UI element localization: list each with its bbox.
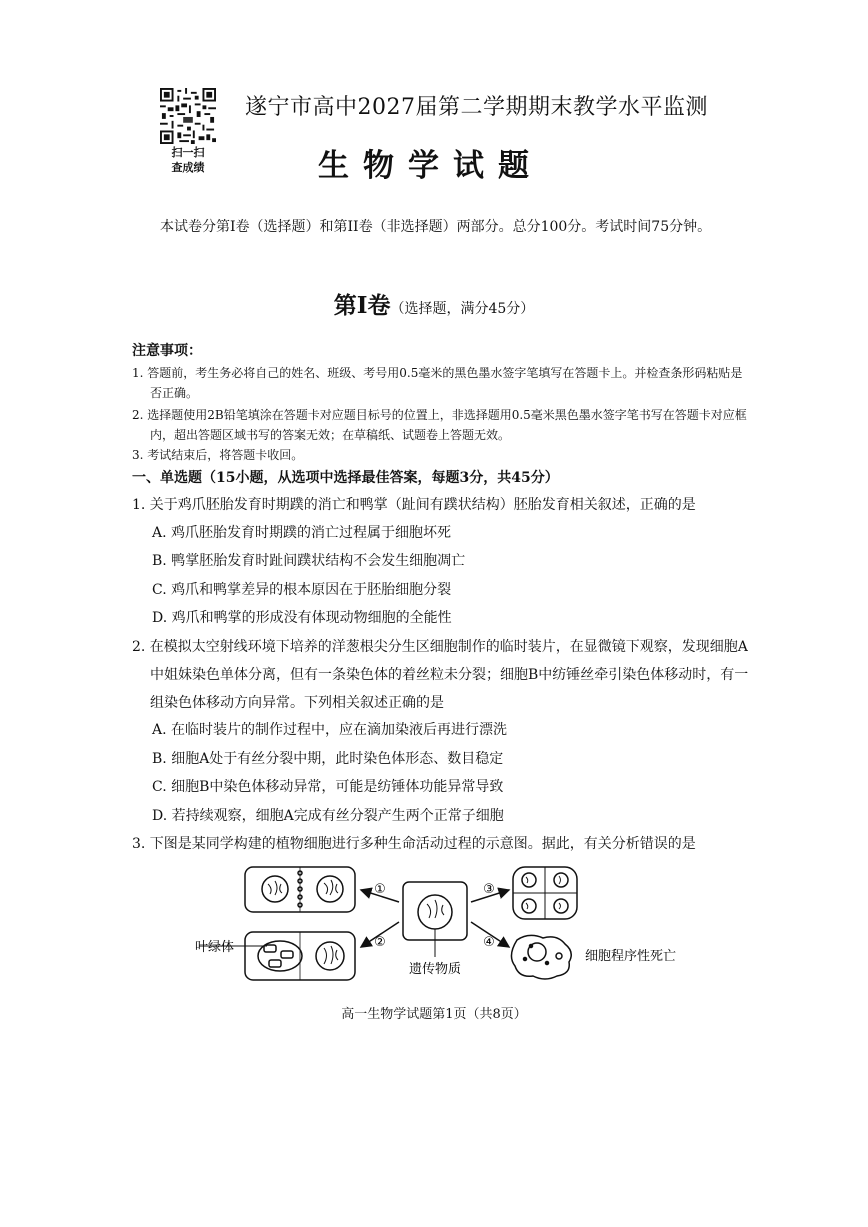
part1-heading: 一、单选题（15小题，从选项中选择最佳答案，每题3分，共45分） [132,470,559,486]
page-footer: 高一生物学试题第1页（共8页） [341,1007,527,1022]
cell-process-diagram [195,862,695,987]
notes-heading: 注意事项： [132,343,202,359]
question-option: C. 鸡爪和鸭掌差异的根本原因在于胚胎细胞分裂 [152,582,452,598]
question-option: A. 鸡爪胚胎发育时期蹼的消亡过程属于细胞坏死 [152,525,452,541]
apoptotic-cell [511,935,571,979]
qr-code-image [160,88,216,144]
qr-caption-line2: 查成绩 [171,161,205,174]
label-genetic-material: 遗传物质 [408,962,462,977]
question-option: C. 细胞B中染色体移动异常，可能是纺锤体功能异常导致 [152,779,504,795]
divided-cells [513,867,577,919]
step-4-label: ④ [483,935,495,950]
question-stem: 1. 关于鸡爪胚胎发育时期蹼的消亡和鸭掌（趾间有蹼状结构）胚胎发育相关叙述，正确的是 [132,497,696,513]
exam-title: 遂宁市高中2027届第二学期期末教学水平监测 [245,95,708,120]
note-item: 1. 答题前，考生务必将自己的姓名、班级、考号用0.5毫米的黑色墨水签字笔填写在答题卡上。并检查条形码粘贴是否正确。 [132,366,743,400]
question-stem: 3. 下图是某同学构建的植物细胞进行多种生命活动过程的示意图。据此，有关分析错误的是 [132,836,696,852]
question-option: D. 若持续观察，细胞A完成有丝分裂产生两个正常子细胞 [152,808,504,824]
step-2-label: ② [374,935,386,950]
step-3-label: ③ [483,882,495,897]
label-apoptosis: 细胞程序性死亡 [585,949,677,964]
subject-title: 生物学试题 [318,148,543,184]
dividing-cell-top [245,867,355,912]
question-stem: 2. 在模拟太空射线环境下培养的洋葱根尖分生区细胞制作的临时装片，在显微镜下观察，发现细胞A中姐妹染色单体分离，但有一条染色体的着丝粒未分裂；细胞B中纺锤丝牵引染色体移动时，有一组染色体移动方向异常。下列相关叙述正确的是 [132,639,749,711]
question-option: A. 在临时装片的制作过程中，应在滴加染液后再进行漂洗 [152,722,508,738]
note-item: 2. 选择题使用2B铅笔填涂在答题卡对应题目标号的位置上，非选择题用0.5毫米黑色墨水签字笔书写在答题卡对应框内，超出答题区域书写的答案无效；在草稿纸、试题卷上答题无效。 [132,408,747,442]
note-item: 3. 考试结束后，将答题卡收回。 [132,448,304,462]
intro-text: 本试卷分第I卷（选择题）和第II卷（非选择题）两部分。总分100分。考试时间75分钟。 [160,219,712,235]
dividing-cell-bottom [245,932,355,980]
section1-heading [0,287,868,320]
question-option: D. 鸡爪和鸭掌的形成没有体现动物细胞的全能性 [152,610,452,626]
qr-caption-line1: 扫一扫 [171,146,205,159]
center-cell [403,882,467,957]
label-chloroplast: 叶绿体 [195,940,235,955]
section1-subtitle: （选择题，满分45分） [390,301,535,317]
qr-caption [160,145,216,175]
question-option: B. 鸭掌胚胎发育时趾间蹼状结构不会发生细胞凋亡 [152,553,466,569]
step-1-label: ① [374,882,386,897]
section1-title: 第Ⅰ卷 [333,292,391,319]
question-option: B. 细胞A处于有丝分裂中期，此时染色体形态、数目稳定 [152,751,504,767]
